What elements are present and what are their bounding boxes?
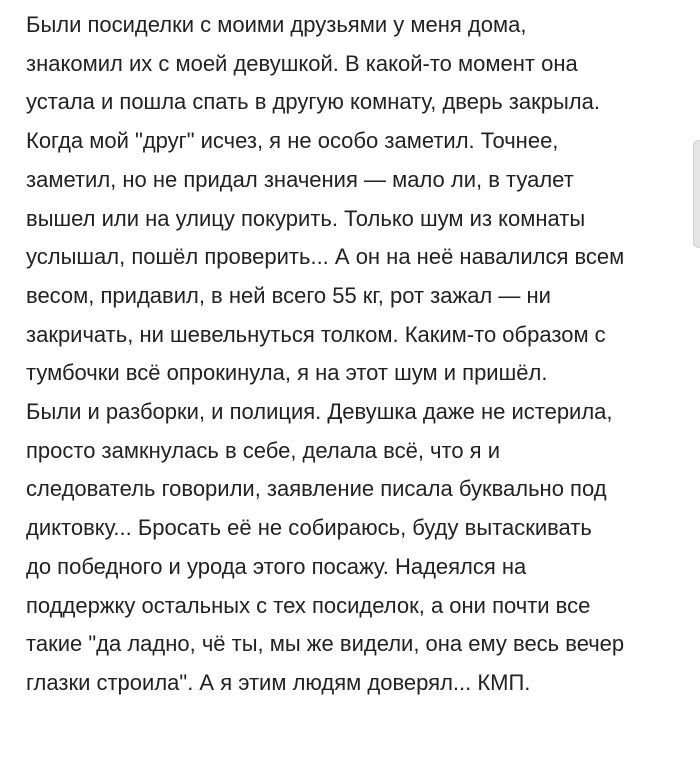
- post-line: до победного и урода этого посажу. Надеялся на: [26, 553, 527, 579]
- post-line: тумбочки всё опрокинула, я на этот шум и пришёл.: [26, 360, 548, 386]
- post-line: просто замкнулась в себе, делала всё, что я и: [26, 437, 500, 463]
- scrollbar-thumb[interactable]: [693, 140, 700, 248]
- post-line: заметил, но не придал значения — мало ли, в туалет: [26, 166, 574, 192]
- post-line: закричать, ни шевельнуться толком. Каким-то образом с: [26, 321, 606, 347]
- post-line: глазки строила". А я этим людям доверял... КМП.: [26, 669, 531, 695]
- post-line: вышел или на улицу покурить. Только шум из комнаты: [26, 205, 586, 231]
- post-line: поддержку остальных с тех посиделок, а они почти все: [26, 592, 591, 618]
- post-line: Были посиделки с моими друзьями у меня дома,: [26, 12, 527, 37]
- post-text: [26, 0, 686, 703]
- post-line: Были и разборки, и полиция. Девушка даже не истерила,: [26, 399, 613, 425]
- post-line: знакомил их с моей девушкой. В какой-то момент она: [26, 50, 578, 76]
- post-line: устала и пошла спать в другую комнату, дверь закрыла.: [26, 89, 600, 115]
- post-line: такие "да ладно, чё ты, мы же видели, она ему весь вечер: [26, 631, 625, 657]
- post-line: весом, придавил, в ней всего 55 кг, рот зажал — ни: [26, 282, 551, 308]
- post-line: диктовку... Бросать её не собираюсь, буду вытаскивать: [26, 515, 592, 541]
- post-line: Когда мой "друг" исчез, я не особо заметил. Точнее,: [26, 128, 559, 154]
- post-line: следователь говорили, заявление писала буквально под: [26, 476, 607, 502]
- post-line: услышал, пошёл проверить... А он на неё навалился всем: [26, 244, 625, 270]
